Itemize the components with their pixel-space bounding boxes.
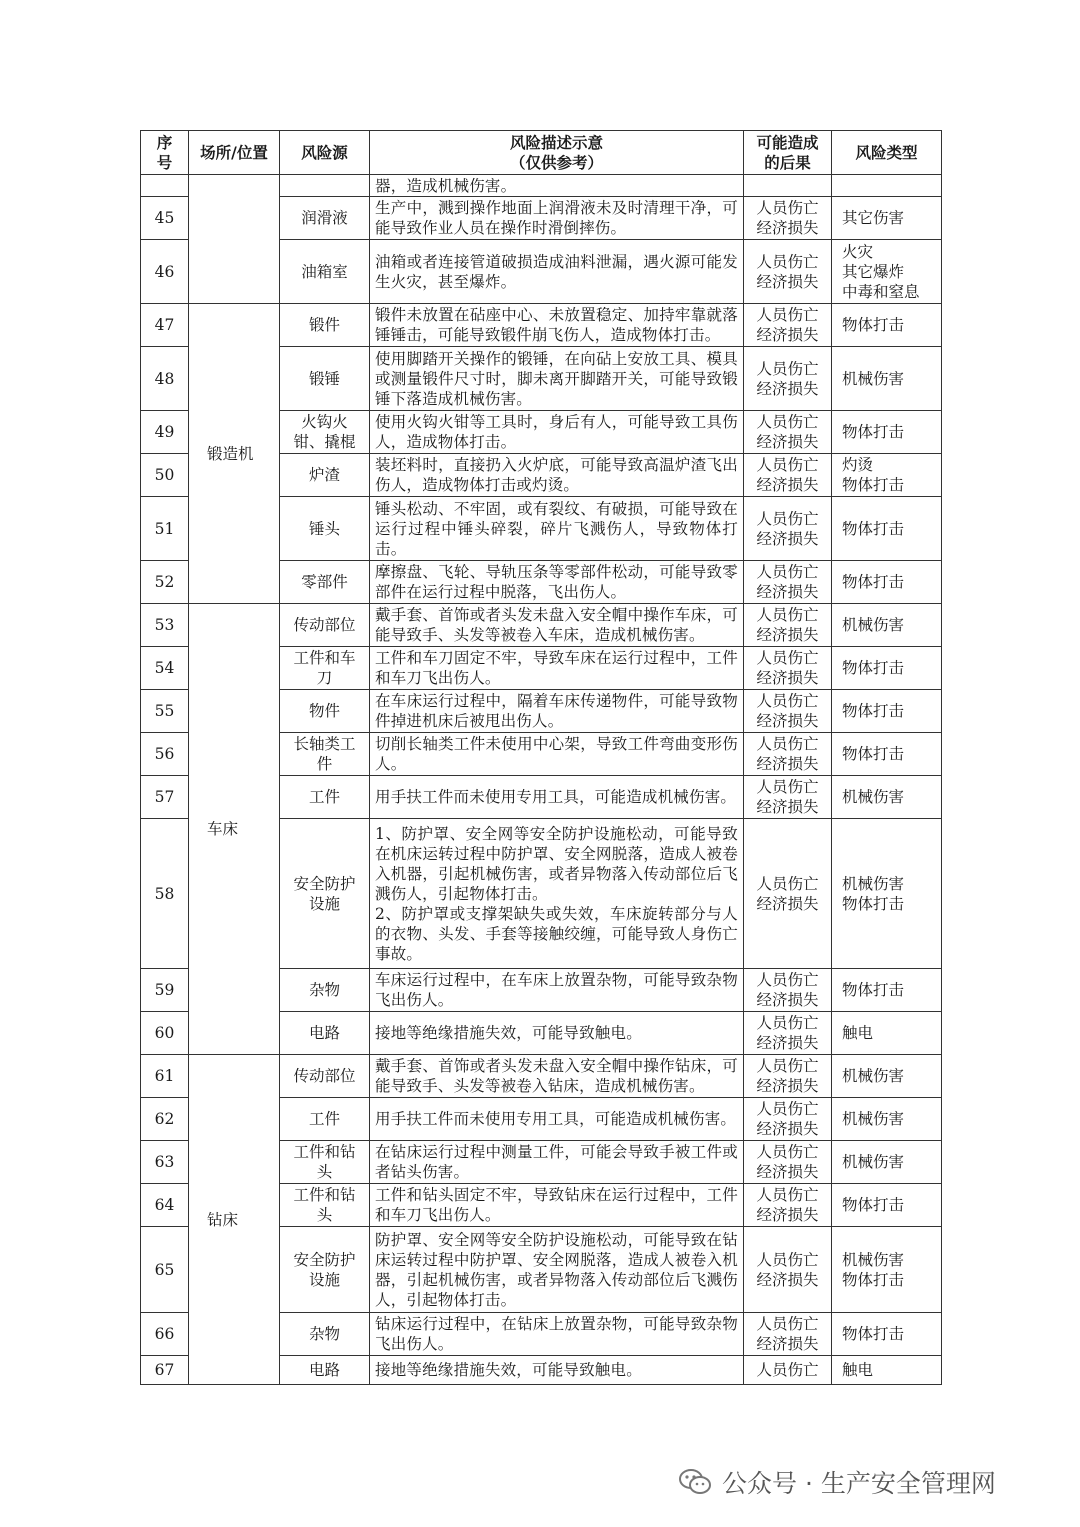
risk-type: 灼烫 物体打击	[832, 454, 942, 497]
header-risk-type: 风险类型	[832, 131, 942, 175]
wechat-icon	[678, 1468, 712, 1496]
risk-description: 使用脚踏开关操作的锻锤，在向砧上安放工具、模具或测量锻件尺寸时，脚未离开脚踏开关，可能导致锻锤下落造成机械伤害。	[370, 347, 744, 411]
consequence: 人员伤亡 经济损失	[744, 690, 832, 733]
risk-type: 其它伤害	[832, 197, 942, 240]
risk-source: 锻锤	[280, 347, 370, 411]
risk-description: 器，造成机械伤害。	[370, 175, 744, 197]
consequence: 人员伤亡 经济损失	[744, 1055, 832, 1098]
risk-type: 物体打击	[832, 733, 942, 776]
row-number: 63	[141, 1141, 189, 1184]
row-number: 46	[141, 240, 189, 304]
consequence: 人员伤亡 经济损失	[744, 1313, 832, 1356]
consequence: 人员伤亡 经济损失	[744, 454, 832, 497]
location-cell: 车床	[189, 604, 280, 1055]
risk-type: 物体打击	[832, 304, 942, 347]
risk-description: 切削长轴类工件未使用中心架，导致工件弯曲变形伤人。	[370, 733, 744, 776]
consequence: 人员伤亡 经济损失	[744, 1227, 832, 1313]
consequence: 人员伤亡 经济损失	[744, 240, 832, 304]
risk-type: 物体打击	[832, 647, 942, 690]
risk-description: 用手扶工件而未使用专用工具，可能造成机械伤害。	[370, 776, 744, 819]
risk-source: 传动部位	[280, 1055, 370, 1098]
header-no: 序 号	[141, 131, 189, 175]
risk-type: 物体打击	[832, 1313, 942, 1356]
risk-type: 物体打击	[832, 411, 942, 454]
consequence: 人员伤亡 经济损失	[744, 497, 832, 561]
row-number: 61	[141, 1055, 189, 1098]
row-number: 55	[141, 690, 189, 733]
risk-description: 接地等绝缘措施失效，可能导致触电。	[370, 1012, 744, 1055]
risk-type: 机械伤害	[832, 604, 942, 647]
consequence: 人员伤亡 经济损失	[744, 819, 832, 969]
risk-source: 润滑液	[280, 197, 370, 240]
risk-source: 锤头	[280, 497, 370, 561]
row-number: 59	[141, 969, 189, 1012]
risk-source: 电路	[280, 1356, 370, 1385]
risk-description: 在钻床运行过程中测量工件，可能会导致手被工件或者钻头伤害。	[370, 1141, 744, 1184]
consequence: 人员伤亡 经济损失	[744, 733, 832, 776]
row-number: 60	[141, 1012, 189, 1055]
risk-source: 零部件	[280, 561, 370, 604]
risk-source: 电路	[280, 1012, 370, 1055]
risk-description: 在车床运行过程中，隔着车床传递物件，可能导致物件掉进机床后被甩出伤人。	[370, 690, 744, 733]
risk-description: 生产中，溅到操作地面上润滑液未及时清理干净，可能导致作业人员在操作时滑倒摔伤。	[370, 197, 744, 240]
header-description: 风险描述示意 （仅供参考）	[370, 131, 744, 175]
consequence	[744, 175, 832, 197]
row-number: 52	[141, 561, 189, 604]
risk-type: 触电	[832, 1356, 942, 1385]
risk-description: 防护罩、安全网等安全防护设施松动，可能导致在钻床运转过程中防护罩、安全网脱落，造成人被卷入机器，引起机械伤害，或者异物落入传动部位后飞溅伤人，引起物体打击。	[370, 1227, 744, 1313]
row-number: 67	[141, 1356, 189, 1385]
risk-type: 机械伤害	[832, 1055, 942, 1098]
risk-source: 火钩火 钳、撬棍	[280, 411, 370, 454]
row-number: 54	[141, 647, 189, 690]
risk-source: 工件和钻 头	[280, 1184, 370, 1227]
risk-type: 机械伤害	[832, 776, 942, 819]
row-number: 65	[141, 1227, 189, 1313]
risk-type: 物体打击	[832, 969, 942, 1012]
consequence: 人员伤亡 经济损失	[744, 1184, 832, 1227]
risk-description: 戴手套、首饰或者头发未盘入安全帽中操作车床，可能导致手、头发等被卷入车床，造成机械伤害。	[370, 604, 744, 647]
risk-description: 工件和钻头固定不牢，导致钻床在运行过程中，工件和车刀飞出伤人。	[370, 1184, 744, 1227]
row-number: 50	[141, 454, 189, 497]
risk-type: 机械伤害 物体打击	[832, 1227, 942, 1313]
risk-source: 锻件	[280, 304, 370, 347]
risk-source: 长轴类工 件	[280, 733, 370, 776]
risk-source: 物件	[280, 690, 370, 733]
risk-description: 车床运行过程中，在车床上放置杂物，可能导致杂物飞出伤人。	[370, 969, 744, 1012]
consequence: 人员伤亡 经济损失	[744, 969, 832, 1012]
consequence: 人员伤亡 经济损失	[744, 197, 832, 240]
risk-type: 物体打击	[832, 497, 942, 561]
consequence: 人员伤亡 经济损失	[744, 411, 832, 454]
risk-description: 钻床运行过程中，在钻床上放置杂物，可能导致杂物飞出伤人。	[370, 1313, 744, 1356]
consequence: 人员伤亡 经济损失	[744, 647, 832, 690]
risk-description: 锤头松动、不牢固，或有裂纹、有破损，可能导致在运行过程中锤头碎裂，碎片飞溅伤人，导致物体打击。	[370, 497, 744, 561]
location-cell: 钻床	[189, 1055, 280, 1385]
risk-description: 油箱或者连接管道破损造成油料泄漏，遇火源可能发生火灾，甚至爆炸。	[370, 240, 744, 304]
footer-watermark	[678, 1462, 996, 1502]
row-number: 66	[141, 1313, 189, 1356]
risk-type	[832, 175, 942, 197]
table-row	[141, 304, 942, 347]
table-row	[141, 604, 942, 647]
risk-source: 安全防护 设施	[280, 1227, 370, 1313]
risk-type: 机械伤害	[832, 347, 942, 411]
row-number: 64	[141, 1184, 189, 1227]
risk-description: 摩擦盘、飞轮、导轨压条等零部件松动，可能导致零部件在运行过程中脱落，飞出伤人。	[370, 561, 744, 604]
risk-source	[280, 175, 370, 197]
location-cell: 锻造机	[189, 304, 280, 604]
consequence: 人员伤亡 经济损失	[744, 1141, 832, 1184]
consequence: 人员伤亡 经济损失	[744, 561, 832, 604]
row-number: 48	[141, 347, 189, 411]
row-number: 49	[141, 411, 189, 454]
risk-description: 锻件未放置在砧座中心、未放置稳定、加持牢靠就落锤锤击，可能导致锻件崩飞伤人，造成物体打击。	[370, 304, 744, 347]
footer-text: 公众号 · 生产安全管理网	[722, 1469, 996, 1498]
row-number: 45	[141, 197, 189, 240]
risk-type: 机械伤害 物体打击	[832, 819, 942, 969]
risk-source: 杂物	[280, 1313, 370, 1356]
row-number: 51	[141, 497, 189, 561]
risk-source: 杂物	[280, 969, 370, 1012]
consequence: 人员伤亡 经济损失	[744, 776, 832, 819]
row-number: 57	[141, 776, 189, 819]
consequence: 人员伤亡 经济损失	[744, 304, 832, 347]
risk-description: 戴手套、首饰或者头发未盘入安全帽中操作钻床，可能导致手、头发等被卷入钻床，造成机械伤害。	[370, 1055, 744, 1098]
risk-description: 装坯料时，直接扔入火炉底，可能导致高温炉渣飞出伤人，造成物体打击或灼烫。	[370, 454, 744, 497]
risk-source: 炉渣	[280, 454, 370, 497]
risk-source: 工件	[280, 1098, 370, 1141]
risk-type: 火灾 其它爆炸 中毒和窒息	[832, 240, 942, 304]
row-number: 53	[141, 604, 189, 647]
table-body	[141, 175, 942, 1385]
consequence: 人员伤亡 经济损失	[744, 604, 832, 647]
row-number: 56	[141, 733, 189, 776]
risk-source: 工件和车 刀	[280, 647, 370, 690]
table-row	[141, 175, 942, 197]
risk-source: 传动部位	[280, 604, 370, 647]
risk-type: 机械伤害	[832, 1141, 942, 1184]
consequence: 人员伤亡 经济损失	[744, 1098, 832, 1141]
row-number	[141, 175, 189, 197]
risk-description: 1、防护罩、安全网等安全防护设施松动，可能导致在机床运转过程中防护罩、安全网脱落，造成人被卷入机器，引起机械伤害，或者异物落入传动部位后飞溅伤人，引起物体打击。 2、防护罩或支撑架缺失或失效，车床旋转部分与人的衣物、头发、手套等接触绞缠，可能导致人身伤亡事故。	[370, 819, 744, 969]
risk-type: 物体打击	[832, 690, 942, 733]
risk-type: 物体打击	[832, 561, 942, 604]
header-location: 场所/位置	[189, 131, 280, 175]
risk-source: 工件和钻 头	[280, 1141, 370, 1184]
header-consequence: 可能造成 的后果	[744, 131, 832, 175]
consequence: 人员伤亡	[744, 1356, 832, 1385]
table-row	[141, 1055, 942, 1098]
risk-table	[140, 130, 942, 1385]
risk-description: 用手扶工件而未使用专用工具，可能造成机械伤害。	[370, 1098, 744, 1141]
risk-source: 安全防护 设施	[280, 819, 370, 969]
risk-description: 接地等绝缘措施失效，可能导致触电。	[370, 1356, 744, 1385]
risk-type: 触电	[832, 1012, 942, 1055]
risk-source: 工件	[280, 776, 370, 819]
row-number: 47	[141, 304, 189, 347]
header-source: 风险源	[280, 131, 370, 175]
location-cell	[189, 175, 280, 304]
risk-description: 使用火钩火钳等工具时，身后有人，可能导致工具伤人，造成物体打击。	[370, 411, 744, 454]
risk-source: 油箱室	[280, 240, 370, 304]
risk-type: 物体打击	[832, 1184, 942, 1227]
consequence: 人员伤亡 经济损失	[744, 1012, 832, 1055]
risk-description: 工件和车刀固定不牢，导致车床在运行过程中，工件和车刀飞出伤人。	[370, 647, 744, 690]
row-number: 58	[141, 819, 189, 969]
table-header-row	[141, 131, 942, 175]
row-number: 62	[141, 1098, 189, 1141]
consequence: 人员伤亡 经济损失	[744, 347, 832, 411]
risk-type: 机械伤害	[832, 1098, 942, 1141]
